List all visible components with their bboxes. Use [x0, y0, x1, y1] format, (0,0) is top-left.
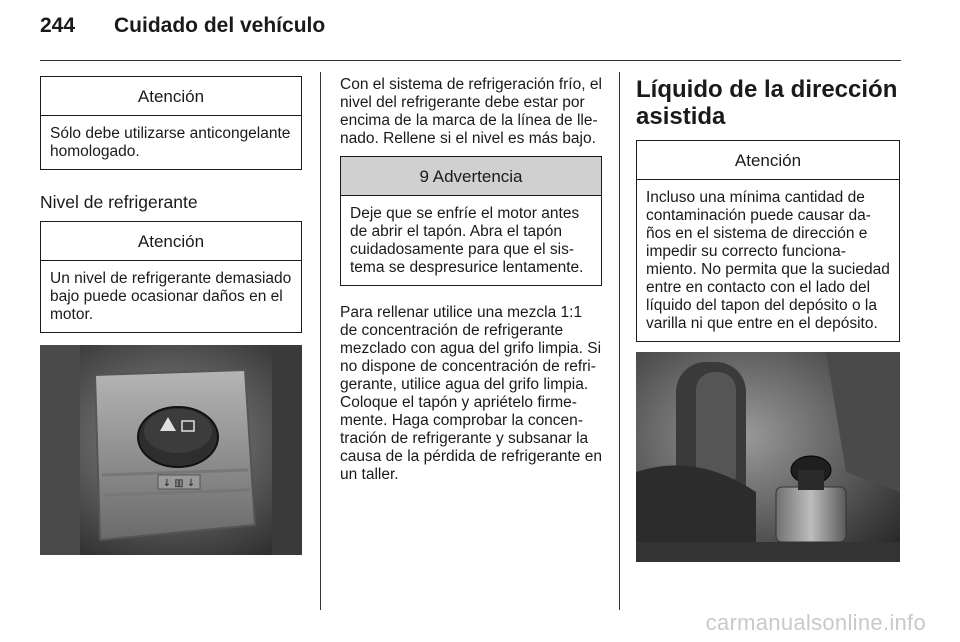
notice-box-power-steering	[636, 140, 900, 342]
refill-paragraph: Para rellenar utilice una mezcla 1:1 de concentración de refrigerante mezclado con agua del grifo limpia. Si no dispone de concentración de refrigerante, utilice agua del grifo limpia. Coloque el tapón y apriételo firmemente. Haga comprobar la concentración de refrigerante y subsanar la causa de la pérdida de refrigerante en un taller.	[340, 304, 602, 483]
section-title: Cuidado del vehículo	[114, 14, 326, 37]
notice-body: Sólo debe utilizarse anticongelante homologado.	[50, 125, 291, 160]
notice-box-antifreeze	[40, 76, 302, 170]
column-divider-1	[320, 72, 321, 610]
warning-box	[340, 156, 602, 286]
svg-text:↓ ▥ ↓: ↓ ▥ ↓	[162, 478, 196, 489]
coolant-intro-paragraph: Con el sistema de refrigeración frío, el nivel del refrigerante debe estar por encima de la marca de la línea de llenado. Rellene si el nivel es más bajo.	[340, 76, 602, 147]
subheading-coolant-level: Nivel de refrigerante	[40, 192, 198, 212]
notice-title: Atención	[41, 222, 301, 261]
column-3	[636, 76, 900, 562]
warning-body: Deje que se enfríe el motor antes de abrir el tapón. Abra el tapón cuidadosamente para que el sistema se despresurice lentamente.	[350, 205, 584, 276]
notice-title: Atención	[637, 141, 899, 180]
coolant-reservoir-photo	[40, 345, 302, 555]
section-heading-power-steering: Líquido de la dirección asistida	[636, 76, 898, 130]
warning-title	[341, 157, 601, 196]
notice-body: Un nivel de refrigerante demasiado bajo puede ocasionar daños en el motor.	[50, 270, 292, 323]
column-1	[40, 76, 302, 555]
page-header	[40, 14, 325, 38]
power-steering-reservoir-photo	[636, 352, 900, 562]
warning-symbol-icon: 9	[419, 167, 429, 186]
warning-title-text: Advertencia	[432, 167, 523, 186]
notice-body: Incluso una mínima cantidad de contaminación puede causar daños en el sistema de dirección e impedir su correcto funcionamiento. No permita que la suciedad entre en contacto con el lado del líquido del tapon del depósito o la varilla ni que entre en el depósito.	[646, 189, 890, 332]
column-2	[340, 76, 602, 484]
page-number: 244	[40, 14, 76, 37]
notice-box-coolant-level	[40, 221, 302, 333]
notice-title: Atención	[41, 77, 301, 116]
header-rule	[40, 60, 901, 61]
watermark-text: carmanualsonline.info	[705, 610, 926, 635]
column-divider-2	[619, 72, 620, 610]
